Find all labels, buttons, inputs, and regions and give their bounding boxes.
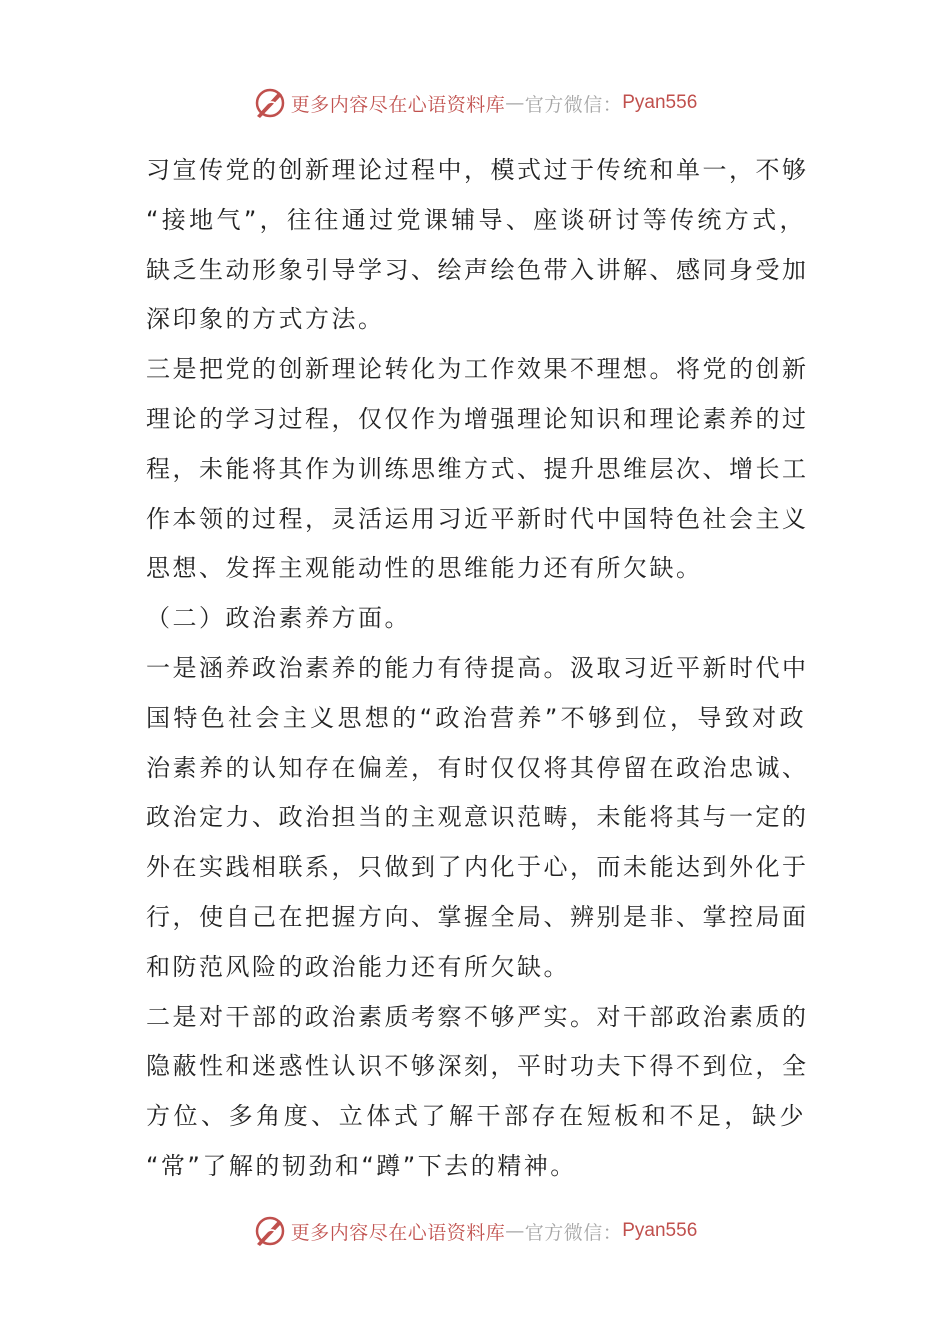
- text-line: 外在实践相联系，只做到了内化于心，而未能达到外化于: [146, 853, 809, 882]
- section-heading: （二）政治素养方面。: [146, 604, 411, 633]
- text-line: 政治定力、政治担当的主观意识范畴，未能将其与一定的: [146, 803, 809, 832]
- text-line: 理论的学习过程，仅仅作为增强理论知识和理论素养的过: [146, 404, 809, 433]
- text-line: 程，未能将其作为训练思维方式、提升思维层次、增长工: [146, 454, 809, 483]
- banner-text: 更多内容尽在心语资料库: [290, 93, 506, 116]
- banner-wechat-id: Pyan556: [622, 1220, 698, 1241]
- text-line: 习宣传党的创新理论过程中，模式过于传统和单一，不够: [146, 156, 809, 184]
- text-line: 三是把党的创新理论转化为工作效果不理想。将党的创新: [146, 355, 809, 384]
- text-line: 方位、多角度、立体式了解干部存在短板和不足，缺少: [146, 1102, 806, 1131]
- pen-logo-icon: [253, 86, 287, 120]
- text-line: “常”了解的韧劲和“蹲”下去的精神。: [146, 1151, 577, 1180]
- banner-wechat-id: Pyan556: [622, 92, 698, 113]
- text-line: 治素养的认知存在偏差，有时仅仅将其停留在政治忠诚、: [146, 753, 809, 782]
- text-line: 隐蔽性和迷惑性认识不够深刻，平时功夫下得不到位，全: [146, 1052, 809, 1081]
- text-line: 作本领的过程，灵活运用习近平新时代中国特色社会主义: [146, 504, 809, 533]
- text-line: 一是涵养政治素养的能力有待提高。汲取习近平新时代中: [146, 653, 809, 682]
- footer-watermark: [0, 1211, 950, 1251]
- text-line: 行，使自己在把握方向、掌握全局、辨别是非、掌控局面: [146, 902, 809, 931]
- text-line: 二是对干部的政治素质考察不够严实。对干部政治素质的: [146, 1002, 809, 1031]
- text-line: 和防范风险的政治能力还有所欠缺。: [146, 952, 570, 981]
- banner-wechat-label: 官方微信：: [524, 93, 623, 116]
- header-watermark: [0, 83, 950, 123]
- banner-text: 更多内容尽在心语资料库: [290, 1221, 506, 1244]
- text-line: 深印象的方式方法。: [146, 305, 385, 334]
- text-line: 思想、发挥主观能动性的思维能力还有所欠缺。: [146, 554, 703, 583]
- banner-wechat-label: 官方微信：: [524, 1221, 623, 1244]
- pen-logo-icon: [253, 1214, 287, 1248]
- text-line: 国特色社会主义思想的“政治营养”不够到位，导致对政: [146, 703, 806, 732]
- text-line: 缺乏生动形象引导学习、绘声绘色带入讲解、感同身受加: [146, 255, 809, 284]
- banner-dash: —: [505, 1220, 525, 1242]
- text-line: “接地气”，往往通过党课辅导、座谈研讨等传统方式，: [146, 205, 806, 234]
- document-body: [146, 146, 809, 1192]
- banner-dash: —: [505, 92, 525, 114]
